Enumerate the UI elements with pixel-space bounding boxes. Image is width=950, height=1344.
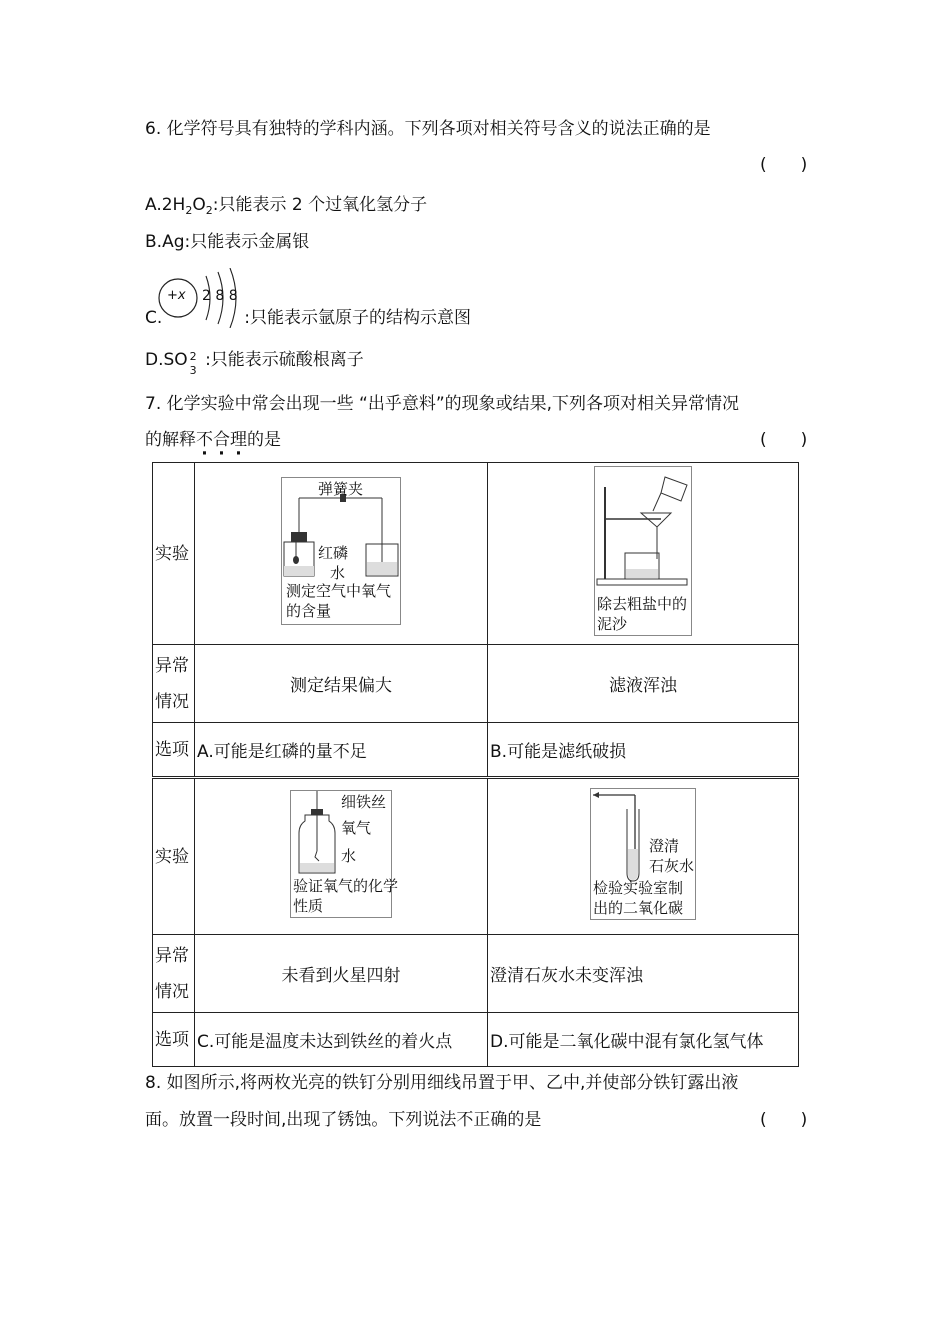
row-label-option: 选项: [153, 1013, 195, 1067]
row-label-abnormal: 异常 情况: [153, 935, 195, 1013]
label-water: 水: [330, 564, 346, 582]
figure-iron-wire-oxygen: [290, 790, 399, 918]
abnormal-a: 测定结果偏大: [195, 645, 488, 723]
q6-stem: 6. 化学符号具有独特的学科内涵。下列各项对相关符号含义的说法正确的是: [145, 119, 711, 139]
q8-stem-line2: 面。放置一段时间,出现了锈蚀。下列说法不正确的是: [145, 1110, 542, 1130]
option-d: D.可能是二氧化碳中混有氯化氢气体: [488, 1013, 799, 1067]
caption-line-1: 验证氧气的化学: [293, 877, 399, 895]
caption-line-1: 除去粗盐中的: [597, 595, 688, 613]
option-a: A.可能是红磷的量不足: [195, 723, 488, 777]
label-limewater: 石灰水: [649, 857, 695, 875]
q7-stem: 7. 化学实验中常会出现一些 “出乎意料”的现象或结果,下列各项对相关异常情况: [145, 394, 740, 414]
experiment-table-2: [152, 778, 799, 1067]
q7-answer-paren: ( ): [760, 430, 808, 450]
label-clear: 澄清: [649, 837, 680, 855]
label-water: 水: [341, 847, 357, 865]
label-oxygen: 氧气: [341, 819, 372, 837]
row-label-option: 选项: [153, 723, 195, 777]
option-b: B.可能是滤纸破损: [488, 723, 799, 777]
experiment-table-1: [152, 462, 799, 777]
q8-answer-paren: ( ): [760, 1110, 808, 1130]
figure-filtration-apparatus: [594, 466, 692, 636]
nucleus-charge: +x: [167, 288, 186, 303]
q6-option-d: D.SO 2 3 :只能表示硫酸根离子: [145, 350, 364, 377]
figure-oxygen-content-apparatus: [281, 477, 401, 625]
q8-stem: 8. 如图所示,将两枚光亮的铁钉分别用细线吊置于甲、乙中,并使部分铁钉露出液: [145, 1073, 739, 1093]
figure-limewater-test: [590, 788, 696, 920]
label-fine-iron-wire: 细铁丝: [341, 793, 387, 811]
q6-option-c: C. :只能表示氩原子的结构示意图: [145, 308, 472, 328]
row-label-abnormal: 异常 情况: [153, 645, 195, 723]
caption-line-1: 检验实验室制: [593, 879, 684, 897]
label-spring-clip: 弹簧夹: [318, 480, 364, 498]
electron-shells: 2 8 8: [202, 288, 238, 304]
caption-line-2: 性质: [293, 897, 324, 915]
q6-answer-paren: ( ): [760, 155, 808, 175]
row-label-experiment: 实验: [153, 463, 195, 645]
caption-line-2: 的含量: [286, 602, 332, 620]
abnormal-c: 未看到火星四射: [195, 935, 488, 1013]
q7-stem-line2: 的解释不合理的是: [145, 430, 281, 450]
q6-option-a: $A.2H_2O_2$:只能表示 2 个过氧化氢分子: [145, 195, 428, 217]
q6-option-b: B.Ag:只能表示金属银: [145, 232, 310, 252]
abnormal-d: 澄清石灰水未变浑浊: [488, 935, 799, 1013]
abnormal-b: 滤液浑浊: [488, 645, 799, 723]
row-label-experiment: 实验: [153, 779, 195, 935]
option-c: C.可能是温度未达到铁丝的着火点: [195, 1013, 488, 1067]
caption-line-2: 出的二氧化碳: [593, 899, 684, 917]
label-red-phosphorus: 红磷: [318, 544, 349, 562]
caption-line-1: 测定空气中氧气: [286, 582, 392, 600]
caption-line-2: 泥沙: [597, 615, 628, 633]
